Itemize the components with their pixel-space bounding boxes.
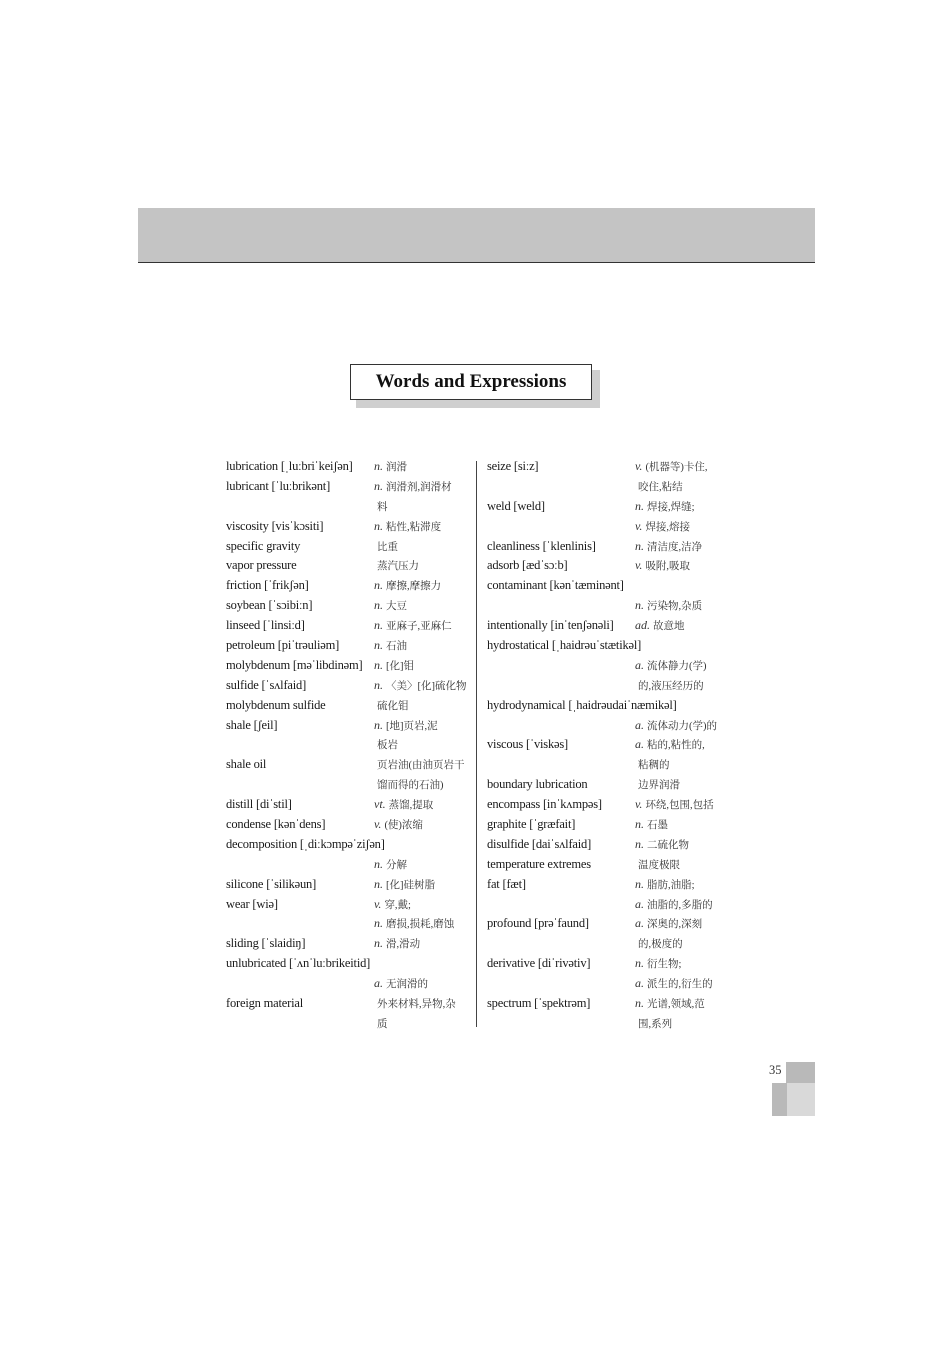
vocab-line bbox=[487, 775, 737, 795]
meaning: 深奥的,深刻 bbox=[647, 919, 703, 931]
meaning: 亚麻子,亚麻仁 bbox=[386, 621, 452, 633]
vocab-gloss bbox=[635, 636, 638, 657]
vocab-gloss bbox=[374, 517, 441, 538]
vocab-line bbox=[487, 596, 737, 616]
vocab-gloss bbox=[635, 616, 685, 637]
vocab-line bbox=[226, 696, 472, 716]
part-of-speech: a. bbox=[635, 717, 644, 732]
vocab-gloss bbox=[374, 477, 452, 498]
vocab-gloss bbox=[635, 517, 690, 538]
vocab-gloss bbox=[374, 775, 444, 796]
vocab-line bbox=[226, 875, 472, 895]
vocab-line bbox=[487, 636, 737, 656]
vocab-word: boundary lubrication bbox=[487, 777, 588, 792]
meaning: 吸附,吸取 bbox=[645, 561, 691, 573]
vocab-line bbox=[226, 497, 472, 517]
part-of-speech: vt. bbox=[374, 797, 386, 812]
meaning: 流体动力(学)的 bbox=[647, 720, 717, 732]
vocab-line bbox=[487, 755, 737, 775]
vocab-gloss bbox=[635, 676, 704, 697]
meaning: 石油 bbox=[386, 641, 407, 653]
meaning: [化]钼 bbox=[386, 660, 414, 672]
vocab-gloss bbox=[635, 735, 705, 756]
vocab-gloss bbox=[635, 974, 713, 995]
vocab-gloss bbox=[635, 934, 683, 955]
meaning: 温度极限 bbox=[638, 859, 680, 871]
vocab-gloss bbox=[635, 1014, 672, 1035]
meaning: 硫化钼 bbox=[377, 700, 409, 712]
vocab-line bbox=[487, 616, 737, 636]
vocab-word: distill [diˈstil] bbox=[226, 797, 292, 812]
vocab-line bbox=[487, 994, 737, 1014]
part-of-speech: n. bbox=[374, 916, 383, 931]
part-of-speech: v. bbox=[635, 558, 643, 573]
meaning: 大豆 bbox=[386, 601, 407, 613]
vocab-word: decomposition [ˌdiːkɔmpəˈziʃən] bbox=[226, 836, 385, 851]
meaning: 粘的,粘性的, bbox=[647, 740, 705, 752]
meaning: 焊接,焊缝; bbox=[647, 501, 695, 513]
vocab-word: profound [prəˈfaund] bbox=[487, 916, 589, 931]
vocab-word: contaminant [kənˈtæminənt] bbox=[487, 578, 624, 593]
meaning: 故意地 bbox=[653, 621, 685, 633]
vocab-word: lubrication [ˌluːbriˈkeiʃən] bbox=[226, 459, 353, 473]
vocab-line bbox=[226, 1014, 472, 1034]
vocab-line bbox=[487, 974, 737, 994]
vocab-line bbox=[487, 556, 737, 576]
vocab-gloss bbox=[374, 656, 414, 677]
vocab-line bbox=[487, 696, 737, 716]
vocab-line bbox=[226, 517, 472, 537]
right-vocabulary-column bbox=[487, 457, 737, 1034]
vocab-line bbox=[226, 934, 472, 954]
part-of-speech: n. bbox=[635, 498, 644, 513]
vocab-word: vapor pressure bbox=[226, 558, 297, 573]
meaning: 滑,滑动 bbox=[386, 939, 421, 951]
vocab-line bbox=[487, 934, 737, 954]
vocab-word: weld [weld] bbox=[487, 498, 545, 513]
meaning: 脂肪,油脂; bbox=[647, 879, 695, 891]
vocab-line bbox=[487, 477, 737, 497]
vocab-line bbox=[226, 994, 472, 1014]
vocab-word: specific gravity bbox=[226, 538, 301, 553]
meaning: 油脂的,多脂的 bbox=[647, 899, 713, 911]
meaning: 污染物,杂质 bbox=[647, 601, 703, 613]
vocab-gloss bbox=[374, 974, 428, 995]
meaning: 围,系列 bbox=[638, 1018, 673, 1030]
vocab-word: foreign material bbox=[226, 996, 303, 1011]
meaning: 衍生物; bbox=[647, 959, 682, 971]
vocab-gloss bbox=[635, 914, 702, 935]
vocab-word: soybean [ˈsɔibiːn] bbox=[226, 598, 313, 613]
vocab-word: sulfide [ˈsʌlfaid] bbox=[226, 677, 307, 692]
part-of-speech: ad. bbox=[635, 618, 650, 633]
part-of-speech: n. bbox=[374, 936, 383, 951]
section-title: Words and Expressions bbox=[350, 364, 592, 400]
part-of-speech: n. bbox=[374, 856, 383, 871]
vocab-line bbox=[226, 636, 472, 656]
meaning: 派生的,衍生的 bbox=[647, 979, 713, 991]
vocab-line bbox=[226, 815, 472, 835]
vocab-line bbox=[487, 656, 737, 676]
meaning: 质 bbox=[377, 1018, 388, 1030]
meaning: 磨损,损耗,磨蚀 bbox=[386, 919, 455, 931]
vocab-gloss bbox=[374, 735, 398, 756]
meaning: 清洁度,洁净 bbox=[647, 541, 703, 553]
meaning: 穿,戴; bbox=[384, 899, 411, 911]
vocab-line bbox=[226, 775, 472, 795]
part-of-speech: n. bbox=[374, 598, 383, 613]
vocab-line bbox=[226, 954, 472, 974]
meaning: 蒸汽压力 bbox=[377, 561, 419, 573]
vocab-line bbox=[487, 576, 737, 596]
vocab-line bbox=[487, 497, 737, 517]
meaning: 页岩油(由油页岩干 bbox=[377, 760, 465, 772]
part-of-speech: n. bbox=[374, 578, 383, 593]
part-of-speech: v. bbox=[374, 817, 382, 832]
vocab-word: friction [ˈfrikʃən] bbox=[226, 578, 309, 593]
vocab-word: petroleum [piˈtrəuliəm] bbox=[226, 638, 340, 653]
vocab-gloss bbox=[374, 457, 407, 478]
vocab-line bbox=[487, 835, 737, 855]
vocab-gloss bbox=[635, 596, 702, 617]
vocab-line bbox=[487, 735, 737, 755]
vocab-gloss bbox=[374, 835, 377, 856]
meaning: 边界润滑 bbox=[638, 780, 680, 792]
vocab-gloss bbox=[635, 875, 695, 896]
vocab-line bbox=[226, 556, 472, 576]
meaning: 石墨 bbox=[647, 820, 668, 832]
vocab-gloss bbox=[635, 656, 707, 677]
meaning: 馏而得的石油) bbox=[377, 780, 444, 792]
vocab-line bbox=[226, 676, 472, 696]
vocab-gloss bbox=[635, 716, 717, 737]
part-of-speech: n. bbox=[635, 996, 644, 1011]
vocab-line bbox=[487, 457, 737, 477]
vocab-gloss bbox=[374, 696, 409, 717]
vocab-gloss bbox=[374, 636, 407, 657]
vocab-line bbox=[487, 517, 737, 537]
vocab-gloss bbox=[635, 815, 668, 836]
vocab-line bbox=[487, 537, 737, 557]
part-of-speech: n. bbox=[374, 518, 383, 533]
vocab-gloss bbox=[374, 576, 441, 597]
vocab-gloss bbox=[374, 616, 452, 637]
vocab-gloss bbox=[635, 696, 638, 717]
vocab-word: derivative [diˈrivətiv] bbox=[487, 956, 591, 971]
meaning: (使)浓缩 bbox=[384, 820, 423, 832]
meaning: 流体静力(学) bbox=[647, 660, 707, 672]
vocab-line bbox=[226, 616, 472, 636]
meaning: 焊接,熔接 bbox=[645, 521, 691, 533]
vocab-gloss bbox=[374, 875, 435, 896]
vocab-gloss bbox=[374, 755, 465, 776]
vocab-gloss bbox=[374, 1014, 388, 1035]
vocab-word: sliding [ˈslaidiŋ] bbox=[226, 936, 306, 951]
vocab-gloss bbox=[635, 556, 690, 577]
meaning: (机器等)卡住, bbox=[645, 462, 708, 473]
vocab-line bbox=[226, 974, 472, 994]
vocab-line bbox=[487, 954, 737, 974]
part-of-speech: v. bbox=[635, 459, 643, 473]
part-of-speech: n. bbox=[635, 538, 644, 553]
vocab-gloss bbox=[635, 477, 683, 498]
vocab-gloss bbox=[635, 895, 713, 916]
header-band bbox=[138, 208, 815, 263]
vocab-word: hydrostatical [ˌhaidrəuˈstætikəl] bbox=[487, 638, 642, 653]
meaning: 分解 bbox=[386, 859, 407, 871]
vocab-gloss bbox=[374, 676, 467, 697]
meaning: 蒸馏,提取 bbox=[388, 800, 434, 812]
vocab-line bbox=[487, 1014, 737, 1034]
vocab-word: viscous [ˈviskəs] bbox=[487, 737, 568, 752]
vocab-word: molybdenum sulfide bbox=[226, 697, 326, 712]
vocab-line bbox=[226, 656, 472, 676]
vocab-line bbox=[226, 835, 472, 855]
vocab-gloss bbox=[374, 934, 420, 955]
vocab-gloss bbox=[374, 914, 454, 935]
vocab-line bbox=[487, 895, 737, 915]
vocab-word: cleanliness [ˈklenlinis] bbox=[487, 538, 596, 553]
vocab-word: spectrum [ˈspektrəm] bbox=[487, 996, 591, 1011]
vocab-line bbox=[226, 855, 472, 875]
vocab-gloss bbox=[374, 994, 456, 1015]
vocab-line bbox=[226, 755, 472, 775]
vocab-gloss bbox=[635, 795, 714, 816]
part-of-speech: n. bbox=[374, 657, 383, 672]
vocab-word: molybdenum [məˈlibdinəm] bbox=[226, 657, 363, 672]
meaning: 粘稠的 bbox=[638, 760, 670, 772]
meaning: 光谱,领域,范 bbox=[647, 999, 705, 1011]
vocab-line bbox=[226, 914, 472, 934]
vocab-line bbox=[487, 795, 737, 815]
vocab-word: graphite [ˈgræfait] bbox=[487, 817, 576, 832]
vocab-gloss bbox=[374, 815, 423, 836]
vocab-gloss bbox=[635, 755, 670, 776]
part-of-speech: n. bbox=[374, 618, 383, 633]
vocab-gloss bbox=[374, 596, 407, 617]
vocab-gloss bbox=[635, 835, 689, 856]
meaning: 的,液压经历的 bbox=[638, 680, 704, 692]
meaning: [地]页岩,泥 bbox=[386, 720, 438, 732]
part-of-speech: a. bbox=[635, 737, 644, 752]
part-of-speech: a. bbox=[374, 976, 383, 991]
meaning: 润滑 bbox=[386, 462, 407, 473]
vocab-word: disulfide [daiˈsʌlfaid] bbox=[487, 836, 592, 851]
meaning: 润滑剂,润滑材 bbox=[386, 481, 452, 493]
vocab-line bbox=[226, 457, 472, 477]
vocab-gloss bbox=[635, 457, 708, 478]
part-of-speech: n. bbox=[374, 459, 383, 473]
part-of-speech: n. bbox=[635, 817, 644, 832]
vocab-gloss bbox=[635, 497, 695, 518]
vocab-gloss bbox=[635, 994, 705, 1015]
vocab-word: silicone [ˈsilikəun] bbox=[226, 876, 317, 891]
vocab-word: unlubricated [ˈʌnˈluːbrikeitid] bbox=[226, 956, 371, 971]
part-of-speech: a. bbox=[635, 657, 644, 672]
vocab-line bbox=[226, 596, 472, 616]
section-title-box bbox=[350, 364, 594, 402]
meaning: 〈美〉[化]硫化物 bbox=[386, 680, 467, 692]
meaning: 环绕,包围,包括 bbox=[645, 800, 714, 812]
vocab-gloss bbox=[374, 954, 377, 975]
part-of-speech: a. bbox=[635, 976, 644, 991]
vocab-gloss bbox=[374, 855, 407, 876]
meaning: 板岩 bbox=[377, 740, 398, 752]
part-of-speech: n. bbox=[374, 478, 383, 493]
vocab-gloss bbox=[635, 954, 681, 975]
meaning: 比重 bbox=[377, 541, 398, 553]
part-of-speech: n. bbox=[635, 836, 644, 851]
vocab-gloss bbox=[374, 537, 398, 558]
vocab-word: hydrodynamical [ˌhaidrəudaiˈnæmikəl] bbox=[487, 697, 677, 712]
vocab-gloss bbox=[635, 775, 680, 796]
part-of-speech: v. bbox=[374, 896, 382, 911]
vocab-line bbox=[487, 815, 737, 835]
part-of-speech: n. bbox=[635, 956, 644, 971]
meaning: 二硫化物 bbox=[647, 839, 689, 851]
vocab-line bbox=[487, 855, 737, 875]
vocab-word: condense [kənˈdens] bbox=[226, 817, 326, 832]
vocab-line bbox=[226, 477, 472, 497]
vocab-word: adsorb [ædˈsɔːb] bbox=[487, 558, 568, 573]
vocab-line bbox=[226, 537, 472, 557]
page-number: 35 bbox=[769, 1063, 782, 1077]
part-of-speech: n. bbox=[374, 876, 383, 891]
meaning: [化]硅树脂 bbox=[386, 879, 435, 891]
vocab-gloss bbox=[374, 716, 438, 737]
vocab-gloss bbox=[374, 895, 411, 916]
vocab-gloss bbox=[374, 556, 419, 577]
vocab-line bbox=[226, 895, 472, 915]
part-of-speech: n. bbox=[374, 717, 383, 732]
vocab-line bbox=[487, 875, 737, 895]
part-of-speech: v. bbox=[635, 797, 643, 812]
vocab-line bbox=[487, 914, 737, 934]
vocab-word: encompass [inˈkʌmpəs] bbox=[487, 797, 602, 812]
vocab-gloss bbox=[635, 576, 638, 597]
meaning: 粘性,粘滞度 bbox=[386, 521, 442, 533]
part-of-speech: n. bbox=[635, 598, 644, 613]
meaning: 咬住,粘结 bbox=[638, 481, 683, 493]
vocab-gloss bbox=[635, 537, 702, 558]
vocab-word: wear [wiə] bbox=[226, 896, 278, 911]
vocab-word: linseed [ˈlinsiːd] bbox=[226, 618, 305, 633]
vocab-word: lubricant [ˈluːbrikənt] bbox=[226, 478, 331, 493]
part-of-speech: a. bbox=[635, 896, 644, 911]
vocab-word: fat [fæt] bbox=[487, 876, 526, 891]
vocab-gloss bbox=[635, 855, 680, 876]
part-of-speech: n. bbox=[374, 638, 383, 653]
part-of-speech: n. bbox=[374, 677, 383, 692]
left-vocabulary-column bbox=[226, 457, 472, 1034]
vocab-word: intentionally [inˈtenʃənəli] bbox=[487, 618, 614, 633]
part-of-speech: a. bbox=[635, 916, 644, 931]
vocab-gloss bbox=[374, 795, 433, 816]
meaning: 无润滑的 bbox=[386, 979, 428, 991]
vocab-line bbox=[226, 795, 472, 815]
vocab-line bbox=[226, 716, 472, 736]
vocab-line bbox=[487, 676, 737, 696]
vocab-line bbox=[487, 716, 737, 736]
vocab-gloss bbox=[374, 497, 388, 518]
column-divider bbox=[476, 461, 477, 1027]
meaning: 外来材料,异物,杂 bbox=[377, 999, 456, 1011]
vocab-word: viscosity [visˈkɔsiti] bbox=[226, 518, 324, 533]
part-of-speech: n. bbox=[635, 876, 644, 891]
vocab-line bbox=[226, 735, 472, 755]
meaning: 摩擦,摩擦力 bbox=[386, 581, 442, 593]
vocab-line bbox=[226, 576, 472, 596]
meaning: 料 bbox=[377, 501, 388, 513]
vocab-word: shale [ʃeil] bbox=[226, 717, 278, 732]
meaning: 的,极度的 bbox=[638, 939, 683, 951]
vocab-word: shale oil bbox=[226, 757, 267, 772]
part-of-speech: v. bbox=[635, 518, 643, 533]
vocab-word: temperature extremes bbox=[487, 856, 591, 871]
vocab-word: seize [siːz] bbox=[487, 459, 539, 473]
